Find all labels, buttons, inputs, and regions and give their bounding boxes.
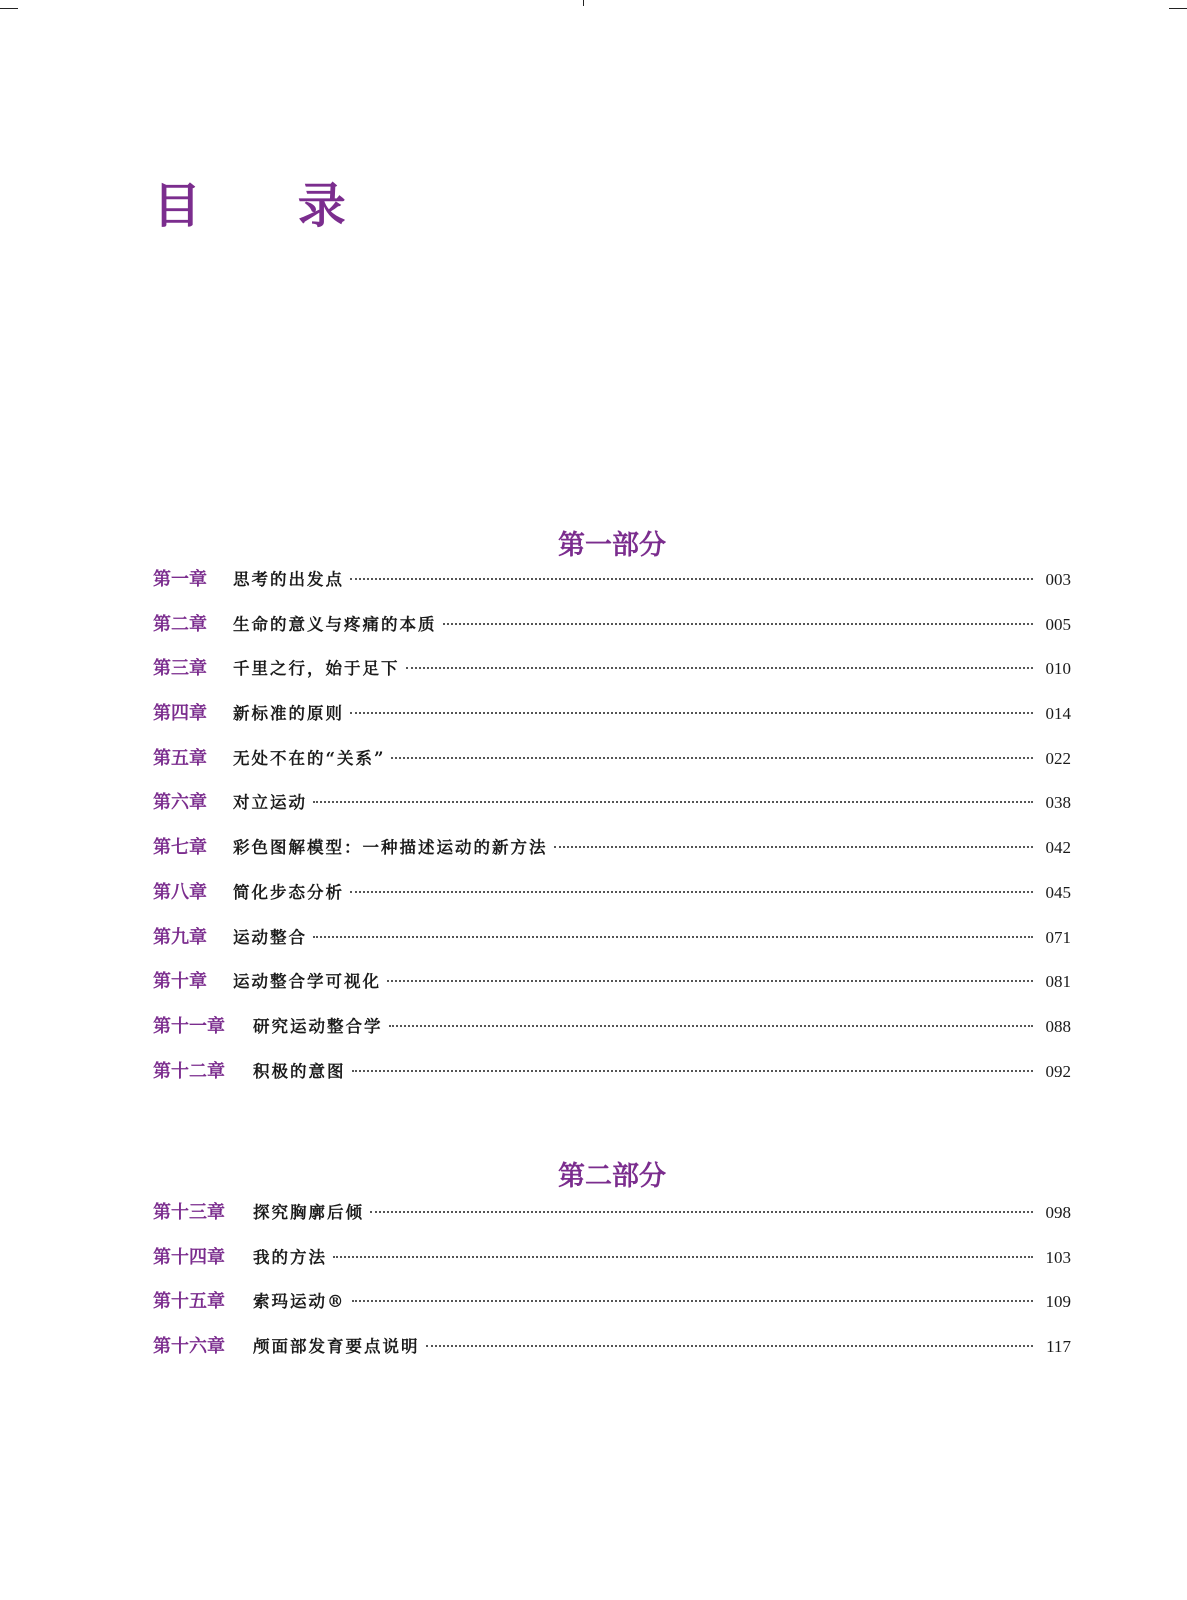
page-number: 014: [1045, 704, 1071, 724]
page-number: 042: [1045, 838, 1071, 858]
page-number: 092: [1045, 1061, 1071, 1081]
toc-entry[interactable]: [153, 655, 1071, 700]
chapter-label: 第十二章: [153, 1060, 225, 1082]
chapter-label: 第一章: [153, 569, 207, 590]
chapter-label: 第十六章: [153, 1336, 225, 1358]
chapter-label: 第三章: [153, 658, 207, 680]
chapter-title: 生命的意义与疼痛的本质: [233, 614, 437, 634]
chapter-label: 第六章: [153, 792, 207, 814]
page-number: 103: [1045, 1247, 1071, 1267]
dot-leader: [406, 667, 1034, 669]
toc-entry[interactable]: [153, 1244, 1071, 1289]
chapter-label: 第十章: [153, 971, 207, 993]
dot-leader: [352, 1300, 1034, 1302]
toc-entry[interactable]: [153, 700, 1071, 745]
page-number: 010: [1045, 659, 1071, 679]
crop-mark-top-center: [583, 0, 584, 6]
page-number: 038: [1045, 793, 1071, 813]
crop-mark-top-left: [0, 8, 18, 9]
chapter-title: 颅面部发育要点说明: [253, 1337, 420, 1357]
toc-entry[interactable]: [153, 1199, 1071, 1244]
dot-leader: [350, 712, 1033, 714]
crop-mark-top-right: [1169, 8, 1187, 9]
chapter-title: 我的方法: [253, 1247, 327, 1267]
dot-leader: [443, 623, 1034, 625]
chapter-label: 第七章: [153, 837, 207, 859]
chapter-title: 对立运动: [233, 793, 307, 813]
toc-entry[interactable]: [153, 968, 1071, 1013]
dot-leader: [350, 578, 1033, 580]
page-number: 045: [1045, 882, 1071, 902]
chapter-label: 第四章: [153, 703, 207, 725]
chapter-list: [153, 1199, 1071, 1378]
chapter-label: 第十一章: [153, 1015, 225, 1037]
chapter-title: 研究运动整合学: [253, 1016, 383, 1036]
toc-entry[interactable]: [153, 1288, 1071, 1333]
dot-leader: [391, 757, 1033, 759]
dot-leader: [370, 1211, 1033, 1213]
dot-leader: [426, 1345, 1034, 1347]
page-title: 目 录: [153, 178, 386, 234]
chapter-label: 第八章: [153, 881, 207, 903]
part-one-section: [153, 526, 1071, 1102]
page-number: 109: [1045, 1292, 1071, 1312]
chapter-title: 探究胸廓后倾: [253, 1203, 364, 1222]
chapter-list: [153, 566, 1071, 1102]
page-number: 081: [1045, 972, 1071, 992]
page-number: 117: [1046, 1337, 1071, 1357]
toc-entry[interactable]: [153, 745, 1071, 790]
dot-leader: [333, 1256, 1033, 1258]
toc-entry[interactable]: [153, 566, 1071, 611]
dot-leader: [313, 801, 1033, 803]
toc-entry[interactable]: [153, 1058, 1071, 1103]
chapter-label: 第十四章: [153, 1246, 225, 1268]
dot-leader: [387, 980, 1033, 982]
chapter-title: 简化步态分析: [233, 882, 344, 902]
chapter-label: 第二章: [153, 613, 207, 635]
chapter-label: 第十五章: [153, 1291, 225, 1313]
chapter-title: 彩色图解模型：一种描述运动的新方法: [233, 838, 548, 858]
dot-leader: [352, 1070, 1034, 1072]
page-number: 003: [1045, 570, 1071, 589]
chapter-label: 第九章: [153, 926, 207, 948]
chapter-title: 运动整合: [233, 927, 307, 947]
chapter-title: 千里之行，始于足下: [233, 659, 400, 679]
page-number: 098: [1045, 1203, 1071, 1222]
toc-entry[interactable]: [153, 924, 1071, 969]
chapter-title: 积极的意图: [253, 1061, 346, 1081]
part-heading: 第二部分: [558, 1161, 666, 1192]
chapter-title: 运动整合学可视化: [233, 972, 381, 992]
part-heading: 第一部分: [558, 530, 666, 561]
page-number: 088: [1045, 1016, 1071, 1036]
page-number: 022: [1045, 748, 1071, 768]
chapter-title: 索玛运动®: [253, 1292, 346, 1312]
page-number: 005: [1045, 614, 1071, 634]
dot-leader: [350, 891, 1033, 893]
toc-entry[interactable]: [153, 834, 1071, 879]
toc-entry[interactable]: [153, 1333, 1071, 1378]
chapter-title: 思考的出发点: [233, 570, 344, 589]
part-two-section: [153, 1157, 1071, 1378]
toc-entry[interactable]: [153, 611, 1071, 656]
chapter-label: 第十三章: [153, 1202, 225, 1223]
chapter-title: 无处不在的“关系”: [233, 748, 386, 768]
dot-leader: [313, 936, 1033, 938]
toc-entry[interactable]: [153, 789, 1071, 834]
page-number: 071: [1045, 927, 1071, 947]
dot-leader: [389, 1025, 1034, 1027]
chapter-label: 第五章: [153, 747, 207, 769]
toc-entry[interactable]: [153, 879, 1071, 924]
chapter-title: 新标准的原则: [233, 704, 344, 724]
dot-leader: [554, 846, 1034, 848]
toc-entry[interactable]: [153, 1013, 1071, 1058]
